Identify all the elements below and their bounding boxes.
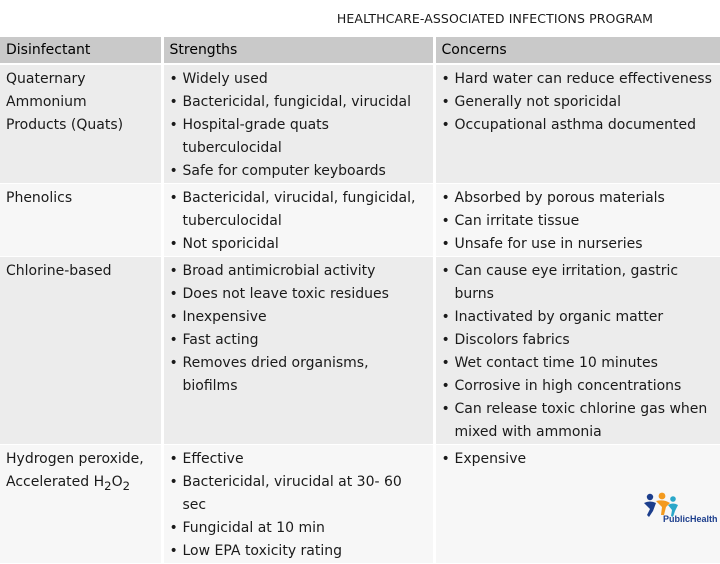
disinfectant-cell [0, 64, 162, 184]
strength-item: • Safe for computer keyboards [170, 160, 427, 183]
strength-item: • Not sporicidal [170, 233, 427, 256]
table-row [0, 257, 720, 445]
disinfectant-cell [0, 445, 162, 564]
strength-item: • Bactericidal, fungicidal, virucidal [170, 91, 427, 114]
header-row [0, 37, 720, 64]
concern-item: • Wet contact time 10 minutes [442, 352, 715, 375]
strengths-cell [162, 445, 434, 564]
concern-item: • Discolors fabrics [442, 329, 715, 352]
disinfectant-comparison-table [0, 37, 720, 564]
column-header-strengths: Strengths [162, 37, 434, 64]
strengths-cell [162, 64, 434, 184]
disinfectant-formula [6, 471, 155, 498]
concern-item: • Unsafe for use in nurseries [442, 233, 715, 256]
disinfectant-name-line: Hydrogen peroxide, [6, 451, 144, 467]
formula-subscript: 2 [104, 478, 112, 493]
column-header-disinfectant: Disinfectant [0, 37, 162, 64]
concern-item: • Generally not sporicidal [442, 91, 715, 114]
disinfectant-name-line: Ammonium [6, 94, 87, 110]
strength-item: • Effective [170, 448, 427, 471]
concern-item: • Inactivated by organic matter [442, 306, 715, 329]
disinfectant-cell [0, 257, 162, 445]
formula-prefix: Accelerated H [6, 474, 105, 490]
strength-item: • Does not leave toxic residues [170, 283, 427, 306]
disinfectant-name-line: Phenolics [6, 190, 73, 206]
concern-item: • Can cause eye irritation, gastric burns [442, 260, 715, 306]
formula-subscript: 2 [122, 478, 131, 493]
strength-item: • Bactericidal, virucidal at 30- 60 sec [170, 471, 427, 517]
concern-item: • Absorbed by porous materials [442, 187, 715, 210]
program-title: HEALTHCARE-ASSOCIATED INFECTIONS PROGRAM [336, 11, 654, 26]
logo-text: PublicHealth [663, 514, 718, 524]
concerns-cell [434, 64, 720, 184]
strength-item: • Hospital-grade quats tuberculocidal [170, 114, 427, 160]
strength-item: • Removes dried organisms, biofilms [170, 352, 427, 398]
disinfectant-name-line: Products (Quats) [6, 117, 124, 133]
disinfectant-name-line: Quaternary [6, 71, 86, 87]
table-row [0, 184, 720, 257]
table-row [0, 64, 720, 184]
strengths-cell [162, 257, 434, 445]
strength-item: • Low EPA toxicity rating [170, 540, 427, 563]
column-header-concerns: Concerns [434, 37, 720, 64]
strength-item: • Widely used [170, 68, 427, 91]
concern-item: • Corrosive in high concentrations [442, 375, 715, 398]
concern-item: • Expensive [442, 448, 715, 471]
table-row [0, 445, 720, 564]
concerns-cell [434, 257, 720, 445]
strengths-cell [162, 184, 434, 257]
strength-item: • Bactericidal, virucidal, fungicidal, tuberculocidal [170, 187, 427, 233]
disinfectant-cell [0, 184, 162, 257]
formula-mid: O [111, 474, 123, 490]
strength-item: • Fast acting [170, 329, 427, 352]
concern-item: • Can irritate tissue [442, 210, 715, 233]
concern-item: • Hard water can reduce effectiveness [442, 68, 715, 91]
concern-item: • Occupational asthma documented [442, 114, 715, 137]
concerns-cell [434, 184, 720, 257]
strength-item: • Fungicidal at 10 min [170, 517, 427, 540]
strength-item: • Inexpensive [170, 306, 427, 329]
strength-item: • Broad antimicrobial activity [170, 260, 427, 283]
concern-item: • Can release toxic chlorine gas when mixed with ammonia [442, 398, 715, 444]
disinfectant-name-line: Chlorine-based [6, 263, 112, 279]
